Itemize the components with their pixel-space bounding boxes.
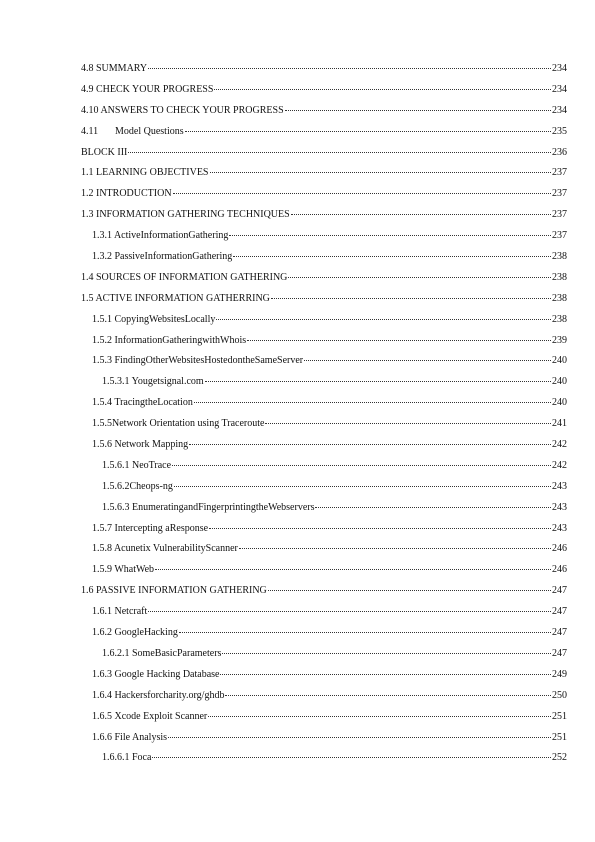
dot-leader <box>168 730 551 738</box>
toc-entry-page-number: 242 <box>552 459 567 471</box>
toc-entry-title <box>92 331 246 352</box>
toc-entry[interactable] <box>81 623 567 644</box>
toc-entry-page-number: 237 <box>552 209 567 221</box>
toc-entry[interactable] <box>81 289 567 310</box>
toc-entry[interactable] <box>81 748 567 769</box>
toc-entry-text: 1.5.3 FindingOtherWebsitesHostedontheSameServer <box>92 355 304 367</box>
toc-entry-page-number: 234 <box>552 104 567 116</box>
dot-leader <box>210 165 552 173</box>
toc-entry-page-number: 239 <box>552 334 567 346</box>
toc-entry[interactable] <box>81 519 567 540</box>
toc-entry-title <box>102 477 173 498</box>
dot-leader <box>205 374 551 382</box>
toc-entry-page-number: 240 <box>552 376 567 388</box>
toc-entry-page-number: 247 <box>552 627 567 639</box>
toc-entry[interactable] <box>81 393 567 414</box>
toc-entry-page-number: 234 <box>552 63 567 74</box>
toc-entry-text: 1.5.6.1 NeoTrace <box>102 459 172 471</box>
toc-entry-text: 1.2 INTRODUCTION <box>81 188 172 200</box>
toc-entry-page-number: 241 <box>552 418 567 430</box>
toc-entry-page-number: 238 <box>552 313 567 325</box>
toc-entry[interactable] <box>81 184 567 205</box>
toc-entry-title <box>92 226 228 247</box>
toc-entry-text: 1.5.6.2Cheops-ng <box>102 480 173 492</box>
toc-entry-page-number: 236 <box>552 146 567 158</box>
toc-entry-page-number: 240 <box>552 397 567 409</box>
toc-entry-title <box>92 707 207 728</box>
toc-entry-text: 1.6.3 Google Hacking Database <box>92 668 220 680</box>
toc-entry[interactable] <box>81 581 567 602</box>
toc-entry-text: 1.4 SOURCES OF INFORMATION GATHERING <box>81 271 288 283</box>
toc-entry-title <box>81 122 184 143</box>
toc-entry[interactable] <box>81 456 567 477</box>
toc-entry-text: 1.6.6.1 Foca <box>102 752 152 764</box>
toc-entry-page-number: 243 <box>552 480 567 492</box>
toc-entry[interactable] <box>81 101 567 122</box>
toc-entry-title <box>92 539 238 560</box>
toc-entry-page-number: 238 <box>552 271 567 283</box>
toc-entry-number: 4.11 <box>81 125 99 137</box>
toc-entry[interactable] <box>81 728 567 749</box>
toc-entry-text: 1.6.4 Hackersforcharity.org/ghdb <box>92 689 225 701</box>
toc-entry-text: 1.5.6.3 EnumeratingandFingerprintingtheWebservers <box>102 501 315 513</box>
toc-entry[interactable] <box>81 602 567 623</box>
dot-leader <box>268 583 551 591</box>
toc-entry-text: 1.6 PASSIVE INFORMATION GATHERING <box>81 585 267 597</box>
toc-entry-page-number: 251 <box>552 731 567 743</box>
toc-entry-text: 1.5.7 Intercepting aResponse <box>92 522 209 534</box>
toc-entry-text: 1.6.2.1 SomeBasicParameters <box>102 647 222 659</box>
dot-leader <box>189 437 551 445</box>
toc-entry[interactable] <box>81 331 567 352</box>
toc-entry-page-number: 250 <box>552 689 567 701</box>
toc-entry-title <box>102 498 314 519</box>
dot-leader <box>194 395 551 403</box>
toc-entry-text: 4.8 SUMMARY <box>81 63 148 74</box>
toc-entry-title <box>92 602 147 623</box>
toc-entry-text: 4.9 CHECK YOUR PROGRESS <box>81 83 214 95</box>
dot-leader <box>285 103 551 111</box>
toc-entry-page-number: 247 <box>552 585 567 597</box>
toc-entry-page-number: 246 <box>552 564 567 576</box>
toc-entry[interactable] <box>81 539 567 560</box>
dot-leader <box>291 207 551 215</box>
toc-entry-title <box>92 519 208 540</box>
toc-entry-text: 1.5.1 CopyingWebsitesLocally <box>92 313 216 325</box>
dot-leader <box>172 458 551 466</box>
dot-leader <box>222 646 551 654</box>
toc-entry-text: 1.5.3.1 Yougetsignal.com <box>102 376 204 388</box>
toc-entry-page-number: 251 <box>552 710 567 722</box>
toc-entry-text: 1.5.2 InformationGatheringwithWhois <box>92 334 247 346</box>
toc-entry-text: 1.5.9 WhatWeb <box>92 564 155 576</box>
toc-entry-text: 1.6.2 GoogleHacking <box>92 627 178 639</box>
toc-entry-title <box>81 289 270 310</box>
dot-leader <box>315 500 551 508</box>
toc-entry[interactable] <box>81 351 567 372</box>
toc-entry-text: 1.3 INFORMATION GATHERING TECHNIQUES <box>81 209 290 221</box>
toc-entry-page-number: 247 <box>552 606 567 618</box>
toc-entry-page-number: 235 <box>552 125 567 137</box>
dot-leader <box>148 61 551 69</box>
toc-entry-title <box>102 456 171 477</box>
toc-entry-title <box>92 393 193 414</box>
toc-entry-page-number: 234 <box>552 83 567 95</box>
toc-entry[interactable] <box>81 268 567 289</box>
toc-entry-text: BLOCK III <box>81 146 128 158</box>
dot-leader <box>173 186 551 194</box>
dot-leader <box>128 145 551 153</box>
toc-entry[interactable] <box>81 560 567 581</box>
toc-entry-page-number: 237 <box>552 167 567 179</box>
toc-entry-title <box>92 435 188 456</box>
toc-entry-text: 1.5 ACTIVE INFORMATION GATHERRING <box>81 292 270 304</box>
toc-entry-title <box>81 581 267 602</box>
toc-entry-title <box>92 247 232 268</box>
dot-leader <box>247 333 551 341</box>
dot-leader <box>265 416 551 424</box>
toc-entry-title <box>81 163 209 184</box>
toc-entry-title <box>81 268 287 289</box>
toc-entry[interactable] <box>81 644 567 665</box>
toc-entry-text: 1.6.1 Netcraft <box>92 606 148 618</box>
dot-leader <box>208 709 551 717</box>
dot-leader <box>304 353 551 361</box>
dot-leader <box>209 521 551 529</box>
toc-entry-title <box>92 623 178 644</box>
toc-entry-title <box>92 310 215 331</box>
toc-entry-text: 1.3.1 ActiveInformationGathering <box>92 230 229 242</box>
dot-leader <box>155 562 551 570</box>
dot-leader <box>239 541 551 549</box>
dot-leader <box>271 291 551 299</box>
dot-leader <box>152 750 551 758</box>
dot-leader <box>148 604 551 612</box>
toc-entry-title <box>92 414 264 435</box>
dot-leader <box>229 228 551 236</box>
toc-entry[interactable] <box>81 122 567 143</box>
toc-entry-title <box>102 372 204 393</box>
toc-entry[interactable] <box>81 435 567 456</box>
toc-entry-text: 1.5.8 Acunetix VulnerabilityScanner <box>92 543 238 555</box>
toc-entry[interactable] <box>81 226 567 247</box>
toc-entry-text: 1.5.6 Network Mapping <box>92 439 189 451</box>
toc-entry-text: 4.10 ANSWERS TO CHECK YOUR PROGRESS <box>81 104 284 116</box>
toc-entry-title <box>92 686 224 707</box>
toc-entry[interactable] <box>81 163 567 184</box>
toc-entry-page-number: 242 <box>552 439 567 451</box>
toc-entry-page-number: 252 <box>552 752 567 764</box>
toc-entry-title <box>81 101 284 122</box>
toc-entry[interactable] <box>81 310 567 331</box>
dot-leader <box>225 688 551 696</box>
table-of-contents <box>81 59 567 769</box>
toc-entry-page-number: 243 <box>552 501 567 513</box>
toc-entry-text: 1.5.5Network Orientation using Traceroute <box>92 418 265 430</box>
toc-entry[interactable] <box>81 686 567 707</box>
dot-leader <box>174 479 551 487</box>
toc-entry-title <box>102 644 221 665</box>
dot-leader <box>220 667 551 675</box>
toc-entry[interactable] <box>81 498 567 519</box>
toc-entry-page-number: 243 <box>552 522 567 534</box>
toc-entry-title <box>81 59 147 80</box>
toc-entry[interactable] <box>81 80 567 101</box>
toc-entry-title <box>92 728 167 749</box>
toc-entry[interactable] <box>81 665 567 686</box>
toc-entry-page-number: 237 <box>552 188 567 200</box>
toc-entry-text: 1.6.6 File Analysis <box>92 731 168 743</box>
toc-entry-title <box>92 665 219 686</box>
dot-leader <box>185 124 551 132</box>
dot-leader <box>233 249 551 257</box>
toc-entry-text: 1.3.2 PassiveInformationGathering <box>92 251 233 263</box>
dot-leader <box>288 270 551 278</box>
toc-entry[interactable] <box>81 414 567 435</box>
toc-entry[interactable] <box>81 59 567 80</box>
toc-entry-title <box>81 205 290 226</box>
toc-entry-text: 1.1 LEARNING OBJECTIVES <box>81 167 209 179</box>
toc-entry-page-number: 237 <box>552 230 567 242</box>
toc-entry-page-number: 246 <box>552 543 567 555</box>
toc-entry-title <box>81 80 213 101</box>
dot-leader <box>179 625 551 633</box>
toc-entry-page-number: 249 <box>552 668 567 680</box>
toc-entry-title <box>102 748 151 769</box>
toc-entry[interactable] <box>81 477 567 498</box>
toc-entry-text: Model Questions <box>115 125 184 137</box>
toc-entry-page-number: 238 <box>552 251 567 263</box>
toc-entry-page-number: 247 <box>552 647 567 659</box>
toc-entry[interactable] <box>81 247 567 268</box>
toc-entry[interactable] <box>81 205 567 226</box>
toc-entry-text: 1.6.5 Xcode Exploit Scanner <box>92 710 208 722</box>
toc-entry[interactable] <box>81 707 567 728</box>
toc-entry-title <box>81 143 127 164</box>
toc-entry-title <box>81 184 172 205</box>
toc-entry-page-number: 238 <box>552 292 567 304</box>
toc-entry[interactable] <box>81 143 567 164</box>
dot-leader <box>214 82 551 90</box>
toc-entry[interactable] <box>81 372 567 393</box>
dot-leader <box>216 312 551 320</box>
toc-entry-text: 1.5.4 TracingtheLocation <box>92 397 193 409</box>
toc-entry-page-number: 240 <box>552 355 567 367</box>
toc-entry-title <box>92 351 303 372</box>
toc-entry-title <box>92 560 154 581</box>
